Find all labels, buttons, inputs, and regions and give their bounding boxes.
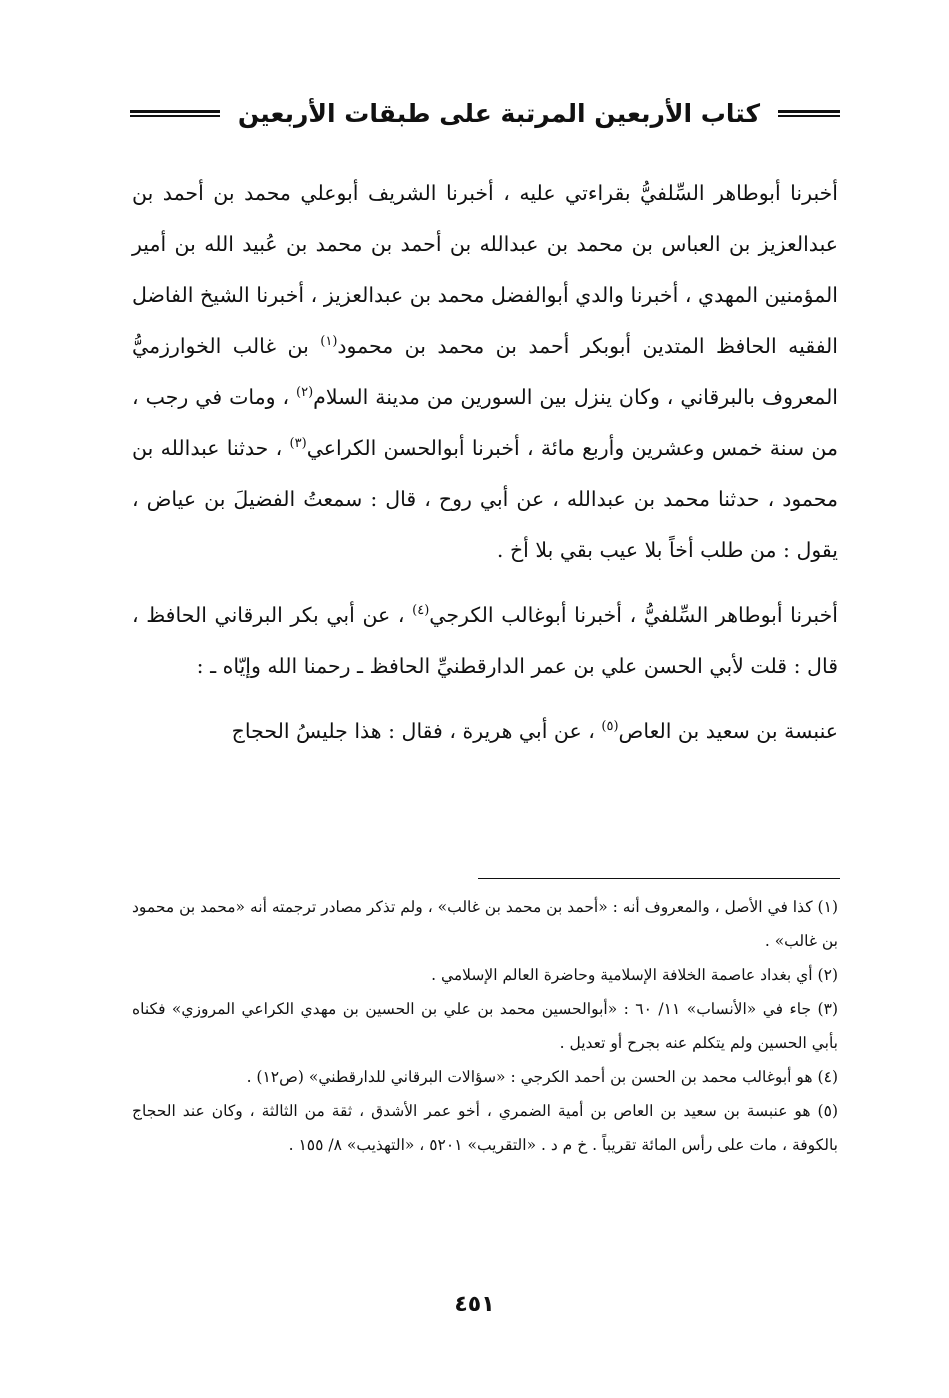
footnote-4 [132, 1060, 838, 1094]
footnote-ref-3: (٣) [289, 436, 307, 452]
footnote-3 [132, 992, 838, 1060]
footnote-number: (٥) [817, 1102, 838, 1120]
footnote-1 [132, 890, 838, 958]
footnote-number: (٣) [817, 1000, 838, 1018]
main-text [132, 168, 838, 757]
footnote-number: (١) [817, 898, 838, 916]
footnote-separator [478, 878, 840, 879]
footnote-number: (٢) [817, 966, 838, 984]
text-segment: أخبرنا أبوطاهر السِّلفيُّ بقراءتي عليه ، أخبرنا الشريف أبوعلي محمد بن أحمد بن عبدالعزيز بن العباس بن محمد بن عبدالله بن أحمد بن محمد بن عُبيد الله بن أمير المؤمنين المهدي ، أخبرنا والدي أبوالفضل محمد بن عبدالعزيز ، أخبرنا الشيخ الفاضل الفقيه الحافظ المتدين أبوبكر أحمد بن محمد بن محمود [132, 181, 838, 358]
footnote-ref-2: (٢) [296, 385, 314, 401]
footnote-ref-4: (٤) [412, 603, 430, 619]
header-rule-left [130, 110, 220, 117]
text-segment: بن غالب الخوارزميُّ المعروف بالبرقاني ، وكان ينزل بين السورين من مدينة السلام [132, 334, 839, 409]
text-segment: أخبرنا أبوطاهر السِّلفيُّ ، أخبرنا أبوغالب الكرجي [429, 603, 838, 627]
paragraph-3 [132, 706, 838, 757]
header-title: كتاب الأربعين المرتبة على طبقات الأربعين [237, 98, 760, 128]
footnote-text: هو أبوغالب محمد بن الحسن بن أحمد الكرجي : «سؤالات البرقاني للدارقطني» (ص١٢) . [246, 1068, 813, 1086]
footnote-text: كذا في الأصل ، والمعروف أنه : «أحمد بن محمد بن غالب» ، ولم تذكر مصادر ترجمته أنه «محمد بن محمود بن غالب» . [132, 898, 838, 950]
text-segment: ، عن أبي بكر البرقاني الحافظ ، قال : قلت لأبي الحسن علي بن عمر الدارقطنيِّ الحافظ ـ رحمنا الله وإيّاه ـ : [132, 603, 838, 678]
text-segment: ، عن أبي هريرة ، فقال : هذا جليسُ الحجاج [231, 719, 602, 743]
text-segment: ، حدثنا عبدالله بن محمود ، حدثنا محمد بن عبدالله ، عن أبي روح ، قال : سمعتُ الفضيلَ بن عياض ، يقول : من طلب أخاً بلا عيب بقي بلا أخ . [132, 436, 838, 562]
footnote-2 [132, 958, 838, 992]
paragraph-1 [132, 168, 838, 576]
footnote-number: (٤) [817, 1068, 838, 1086]
footnote-ref-1: (١) [320, 334, 338, 350]
header-rule-right [778, 110, 840, 117]
text-segment: عنبسة بن سعيد بن العاص [618, 719, 838, 743]
footnotes [132, 890, 838, 1162]
page-number: ٤٥١ [454, 1292, 495, 1317]
text-segment: ، ومات في رجب ، من سنة خمس وعشرين وأربع مائة ، أخبرنا أبوالحسن الكراعي [132, 385, 839, 460]
footnote-ref-5: (٥) [601, 719, 619, 735]
footnote-text: جاء في «الأنساب» ١١/ ٦٠ : «أبوالحسين محمد بن علي بن الحسين بن مهدي الكراعي المروزي» فكناه بأبي الحسين ولم يتكلم عنه بجرح أو تعديل . [132, 1000, 838, 1052]
footnote-5 [132, 1094, 838, 1162]
paragraph-2 [132, 590, 838, 692]
footnote-text: أي بغداد عاصمة الخلافة الإسلامية وحاضرة العالم الإسلامي . [431, 966, 813, 984]
running-header [130, 88, 840, 138]
footnote-text: هو عنبسة بن سعيد بن العاص بن أمية الضمري ، أخو عمر الأشدق ، ثقة من الثالثة ، وكان عند الحجاج بالكوفة ، مات على رأس المائة تقريباً . خ م د . «التقريب» ٥٢٠١ ، «التهذيب» ٨/ ١٥٥ . [132, 1102, 838, 1154]
